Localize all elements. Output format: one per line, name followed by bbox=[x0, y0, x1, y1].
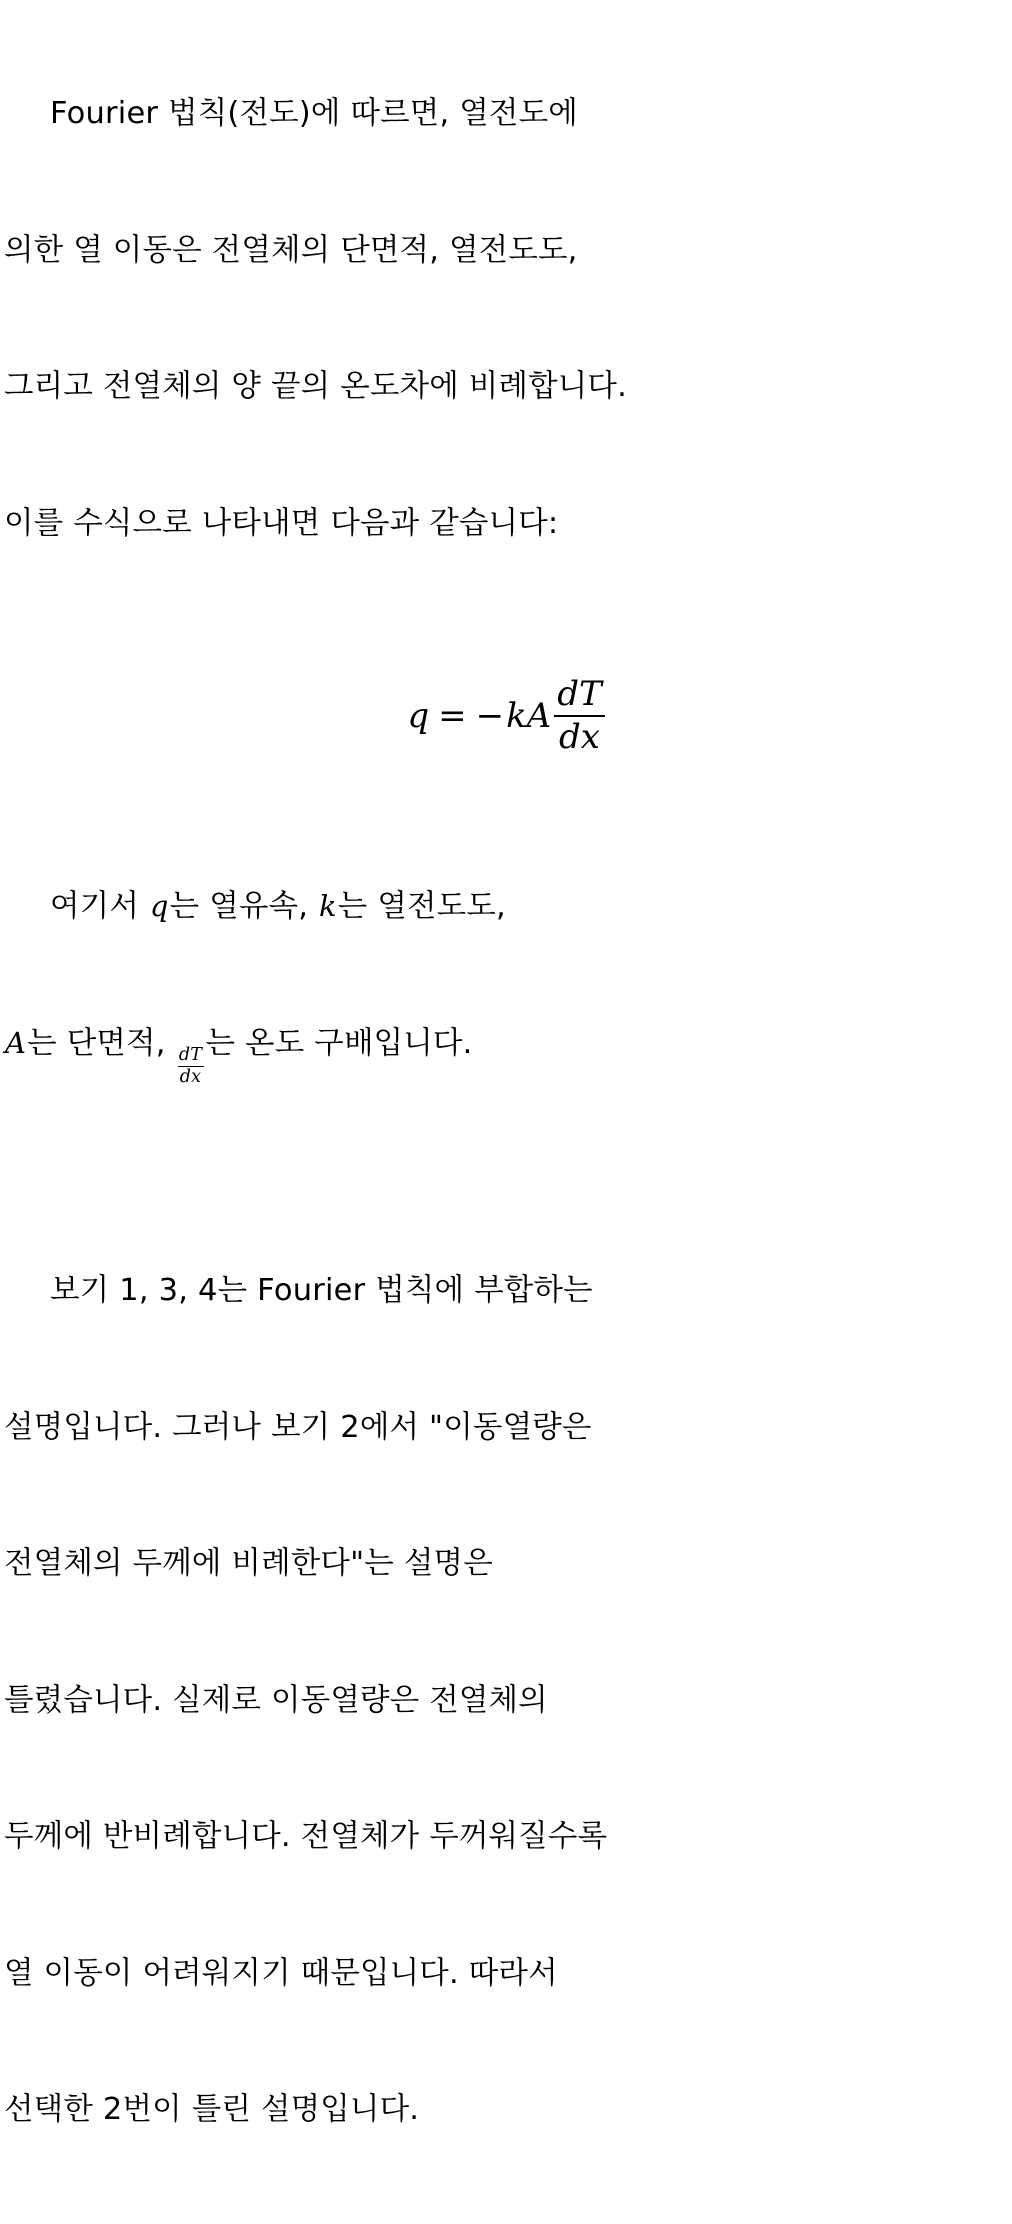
symbol-dT-dx bbox=[178, 1046, 204, 1086]
paragraph3-line5: 두께에 반비례합니다. 전열체가 두꺼워질수록 bbox=[4, 1819, 608, 1855]
equation-coefficient: kA bbox=[506, 696, 552, 736]
equation-lhs: q bbox=[407, 696, 430, 736]
paragraph1-line2: 의한 열 이동은 전열체의 단면적, 열전도도, bbox=[4, 232, 578, 268]
symbol-dT-dx-denominator: dx bbox=[179, 1066, 202, 1087]
paragraph2-line1 bbox=[4, 884, 1008, 930]
symbol-A: A bbox=[5, 1025, 27, 1060]
symbol-q: q bbox=[149, 889, 169, 923]
paragraph3-line6: 열 이동이 어려워지기 때문입니다. 따라서 bbox=[4, 1955, 558, 1991]
equation-fraction-numerator: dT bbox=[557, 674, 602, 715]
paragraph3-line7: 선택한 2번이 틀린 설명입니다. bbox=[4, 2092, 420, 2128]
equation-equals: = bbox=[438, 696, 467, 736]
equation-expression bbox=[407, 676, 604, 755]
equation-fraction bbox=[554, 676, 604, 755]
paragraph-symbol-definitions bbox=[4, 793, 1008, 1177]
paragraph-fourier-law bbox=[4, 0, 1008, 637]
paragraph2-line1-pre: 여기서 bbox=[50, 889, 149, 924]
paragraph1-line3: 그리고 전열체의 양 끝의 온도차에 비례합니다. bbox=[4, 369, 627, 404]
paragraph1-line1: Fourier 법칙(전도)에 따르면, 열전도에 bbox=[50, 96, 578, 131]
paragraph2-line2-post: 는 온도 구배입니다. bbox=[205, 1025, 473, 1061]
equation-fraction-denominator: dx bbox=[558, 716, 600, 757]
paragraph1-line4: 이를 수식으로 나타내면 다음과 같습니다: bbox=[4, 505, 559, 541]
symbol-dT-dx-numerator: dT bbox=[178, 1045, 203, 1066]
paragraph-answer-explanation bbox=[4, 1177, 1008, 2224]
paragraph3-line2: 설명입니다. 그러나 보기 2에서 "이동열량은 bbox=[4, 1409, 592, 1445]
paragraph3-line3: 전열체의 두께에 비례한다"는 설명은 bbox=[4, 1546, 493, 1582]
paragraph3-line1: 보기 1, 3, 4는 Fourier 법칙에 부합하는 bbox=[50, 1273, 593, 1309]
equation-minus: − bbox=[475, 696, 505, 736]
paragraph2-line2-mid: 는 단면적, bbox=[27, 1025, 176, 1061]
equation-fourier bbox=[4, 661, 1008, 771]
paragraph2-line2 bbox=[4, 1021, 1008, 1087]
paragraph2-line1-mid: 는 열유속, bbox=[169, 889, 318, 924]
paragraph3-line4: 틀렸습니다. 실제로 이동열량은 전열체의 bbox=[4, 1682, 548, 1718]
symbol-k: k bbox=[319, 889, 337, 923]
paragraph2-line1-post: 는 열전도도, bbox=[337, 889, 506, 924]
